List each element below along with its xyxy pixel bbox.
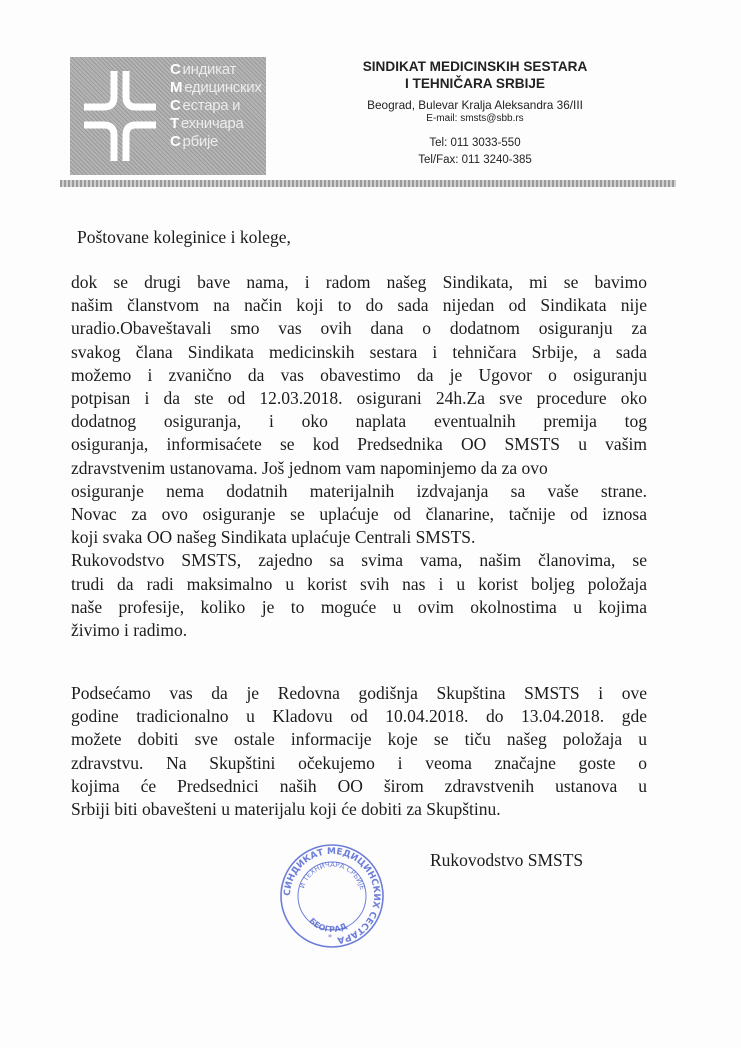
- text-line: koji svaka OO našeg Sindikata uplaćuje Centrali SMSTS.: [71, 527, 476, 548]
- greeting: Poštovane koleginice i kolege,: [77, 227, 291, 247]
- org-fax: Tel/Fax: 011 3240-385: [418, 154, 532, 166]
- stamp-inner-text: И ТЕХНИЧАРА СРБИЈЕ: [298, 860, 367, 891]
- stamp-city-text: БЕОГРАД: [307, 916, 349, 935]
- paragraph-2: [71, 682, 647, 821]
- text-line: Novac za ovo osiguranje se uplaćuje od članarine, tačnije od iznosa: [71, 504, 647, 525]
- text-line: Srbiji biti obavešteni u materijalu koji će dobiti za Skupštinu.: [71, 799, 501, 820]
- text-line: osiguranje nema dodatnih materijalnih izdvajanja sa vaše strane.: [71, 480, 647, 501]
- text-line: možemo i zvanično da vas obavestimo da je Ugovor o osiguranju: [71, 364, 647, 385]
- logo-line: С рбије: [170, 133, 219, 150]
- union-stamp: [278, 842, 386, 950]
- text-line: zdravstvu. Na Skupštini očekujemo i veoma značajne goste o: [71, 752, 647, 773]
- org-phone: Tel: 011 3033-550: [429, 137, 521, 149]
- text-line: našim članstvom na način koji to do sada nijedan od Sindikata nije: [71, 295, 647, 316]
- org-email: E-mail: smsts@sbb.rs: [426, 113, 524, 124]
- text-line: dodatnog osiguranja, i oko naplata eventualnih premija tog: [71, 411, 647, 432]
- stamp-star-icon: *: [328, 933, 332, 942]
- text-line: možete dobiti sve ostale informacije koje se tiču našeg položaja u: [71, 729, 647, 750]
- text-line: trudi da radi maksimalno u korist svih nas i u korist boljeg položaja: [71, 573, 647, 594]
- paragraph-1: [71, 271, 647, 642]
- org-address: Beograd, Bulevar Kralja Aleksandra 36/III: [367, 98, 583, 112]
- text-line: Podsećamo vas da je Redovna godišnja Skupština SMSTS i ove: [71, 683, 647, 703]
- text-line: uradio.Obaveštavali smo vas ovih dana o dodatnom osiguranju za: [71, 318, 647, 339]
- text-line: živimo i radimo.: [71, 620, 188, 641]
- text-line: naše profesije, koliko je to moguće u ovim okolnostima u kojima: [71, 596, 647, 617]
- logo-line: С естара и: [170, 97, 241, 114]
- signature: Rukovodstvo SMSTS: [430, 850, 584, 870]
- logo-line: Т ехничара: [170, 115, 244, 132]
- text-line: osiguranja, informisaćete se kod Predsednika OO SMSTS u vašim: [71, 434, 647, 455]
- stamp-ring-text: СИНДИКАТ МЕДИЦИНСКИХ СЕСТАРА: [282, 846, 382, 945]
- text-line: kojima će Predsednici naših OO širom zdravstvenih ustanova u: [71, 775, 647, 796]
- letterhead-divider: [60, 180, 676, 187]
- union-logo: [70, 57, 266, 175]
- logo-line: С индикат: [170, 61, 237, 78]
- text-line: Rukovodstvo SMSTS, zajedno sa svima vama, našim članovima, se: [71, 550, 647, 571]
- text-line: dok se drugi bave nama, i radom našeg Sindikata, mi se bavimo: [71, 272, 647, 292]
- letterhead-contact: [330, 58, 620, 169]
- text-line: godine tradicionalno u Kladovu od 10.04.2018. do 13.04.2018. gde: [71, 706, 647, 727]
- logo-wordmark: [170, 61, 266, 151]
- text-line: svakog člana Sindikata medicinskih sestara i tehničara Srbije, a sada: [71, 341, 647, 362]
- text-line: potpisan i da ste od 12.03.2018. osigurani 24h.Za sve procedure oko: [71, 388, 647, 409]
- text-line: zdravstvenim ustanovama. Još jednom vam napominjemo da za ovo: [71, 457, 548, 478]
- cross-emblem-icon: [70, 57, 170, 175]
- org-name: I TEHNIČARA SRBIJE: [405, 76, 545, 91]
- org-name: SINDIKAT MEDICINSKIH SESTARA: [362, 59, 588, 74]
- logo-line: М едицинских: [170, 79, 262, 96]
